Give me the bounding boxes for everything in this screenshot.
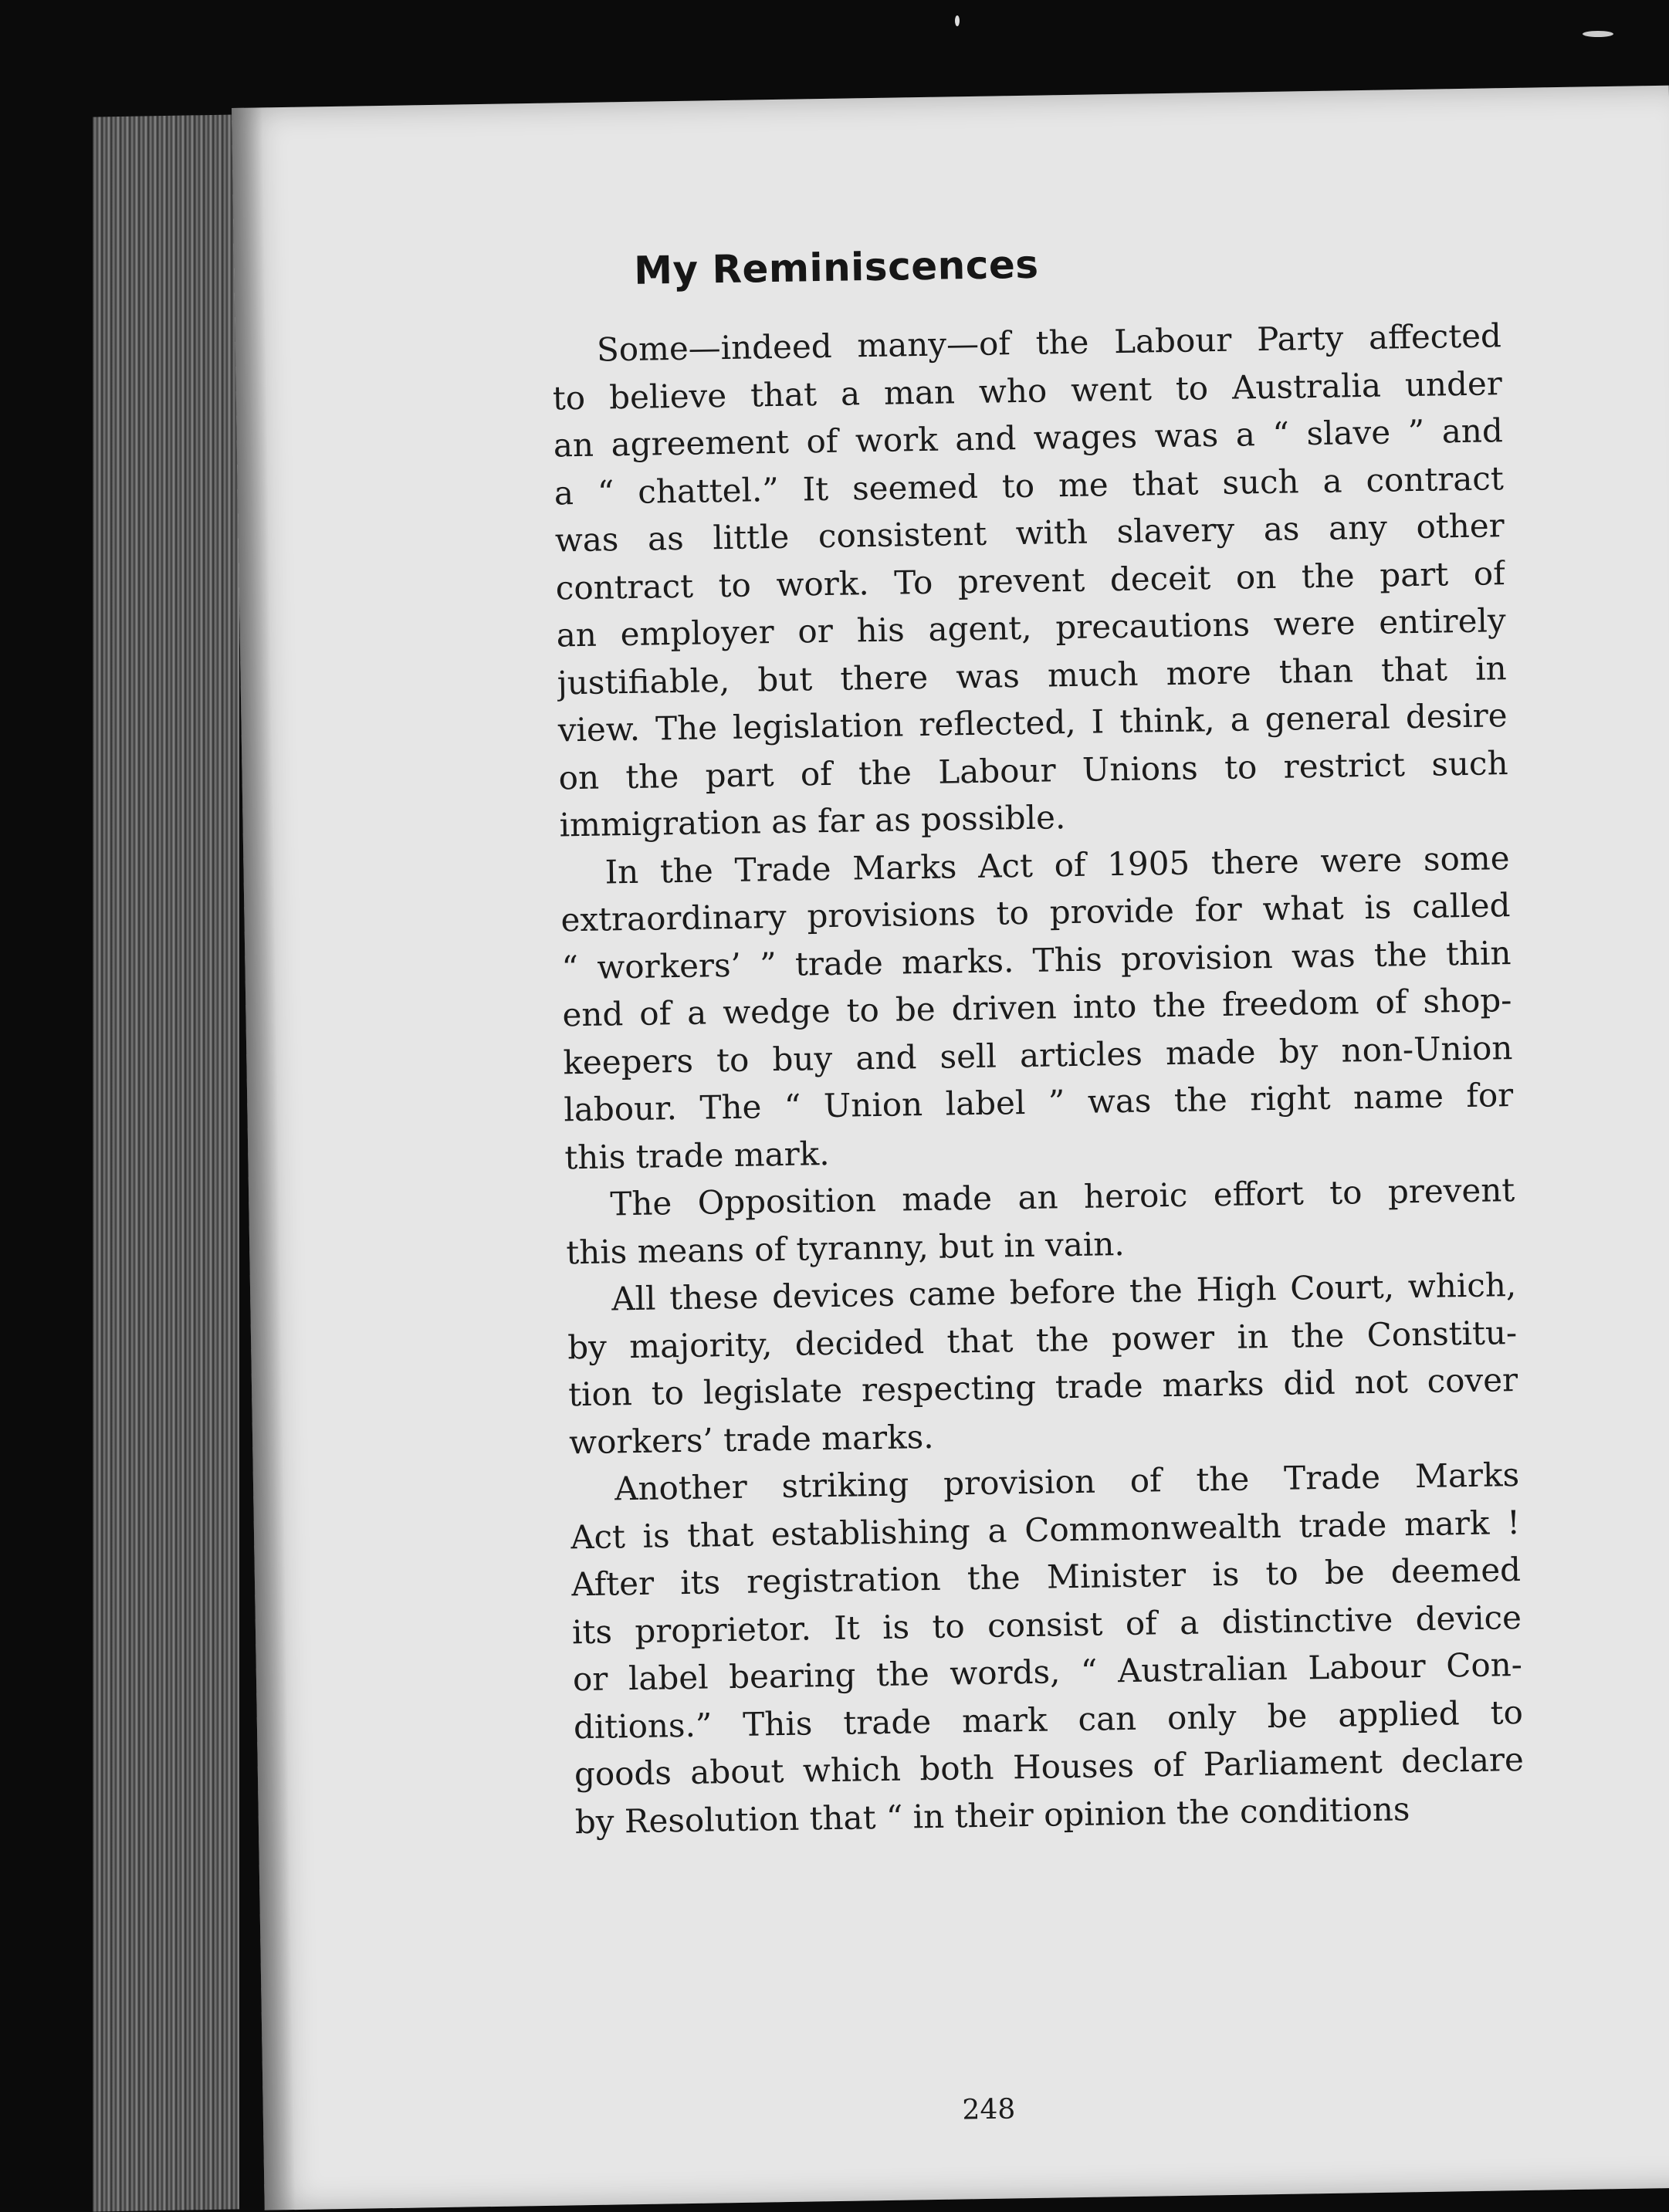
running-head: My Reminiscences <box>633 242 1039 293</box>
text-line: was as little consistent with slavery as any other <box>554 506 1505 560</box>
text-line: an agreement of work and wages was a “ slave ” and <box>553 411 1504 465</box>
text-line: to believe that a man who went to Australia under <box>552 364 1503 418</box>
text-line: end of a wedge to be driven into the freedom of shop- <box>562 981 1512 1034</box>
text-line: keepers to buy and sell articles made by non-Union <box>563 1028 1513 1081</box>
text-line: goods about which both Houses of Parliament declare <box>574 1740 1525 1794</box>
text-line: extraordinary provisions to provide for what is called <box>560 886 1511 939</box>
text-line: workers’ trade marks. <box>568 1417 934 1461</box>
text-line: this means of tyranny, but in vain. <box>565 1224 1126 1271</box>
text-line: by Resolution that “ in their opinion the conditions <box>574 1789 1410 1841</box>
text-line: or label bearing the words, “ Australian Labour Con- <box>572 1645 1523 1699</box>
text-line: a “ chattel.” It seemed to me that such a contract <box>554 458 1505 512</box>
text-line: Some—indeed many—of the Labour Party affected <box>596 316 1502 369</box>
text-line: “ workers’ ” trade marks. This provision was the thin <box>561 933 1512 986</box>
text-line: Another striking provision of the Trade Marks <box>614 1456 1520 1508</box>
text-line: labour. The “ Union label ” was the right name for <box>564 1076 1514 1129</box>
text-line: All these devices came before the High Court, which, <box>611 1266 1517 1318</box>
body-text <box>552 312 1525 1845</box>
text-line: this trade mark. <box>564 1134 830 1176</box>
text-line: its proprietor. It is to consist of a distinctive device <box>571 1598 1522 1651</box>
dust-speck <box>1583 31 1613 37</box>
text-line: In the Trade Marks Act of 1905 there were some <box>604 838 1510 891</box>
text-line: immigration as far as possible. <box>559 798 1066 844</box>
text-line: on the part of the Labour Unions to restrict such <box>558 743 1508 797</box>
text-line: Act is that establishing a Commonwealth trade mark ! <box>570 1503 1521 1556</box>
dust-speck <box>955 15 960 26</box>
text-line: by majority, decided that the power in the Constitu- <box>567 1313 1518 1366</box>
text-line: The Opposition made an heroic effort to prevent <box>609 1171 1515 1223</box>
text-line: After its registration the Minister is to be deemed <box>570 1551 1522 1604</box>
book-page <box>232 86 1669 2210</box>
book-page-edges <box>93 114 239 2211</box>
text-line: tion to legislate respecting trade marks did not cover <box>567 1361 1518 1414</box>
text-line: ditions.” This trade mark can only be applied to <box>573 1693 1524 1746</box>
text-line: an employer or his agent, precautions were entirely <box>556 601 1507 654</box>
page-number: 248 <box>962 2093 1016 2126</box>
text-line: contract to work. To prevent deceit on the part of <box>555 553 1506 607</box>
text-line: justifiable, but there was much more than that in <box>557 648 1507 702</box>
text-line: view. The legislation reflected, I think, a general desire <box>557 696 1508 749</box>
